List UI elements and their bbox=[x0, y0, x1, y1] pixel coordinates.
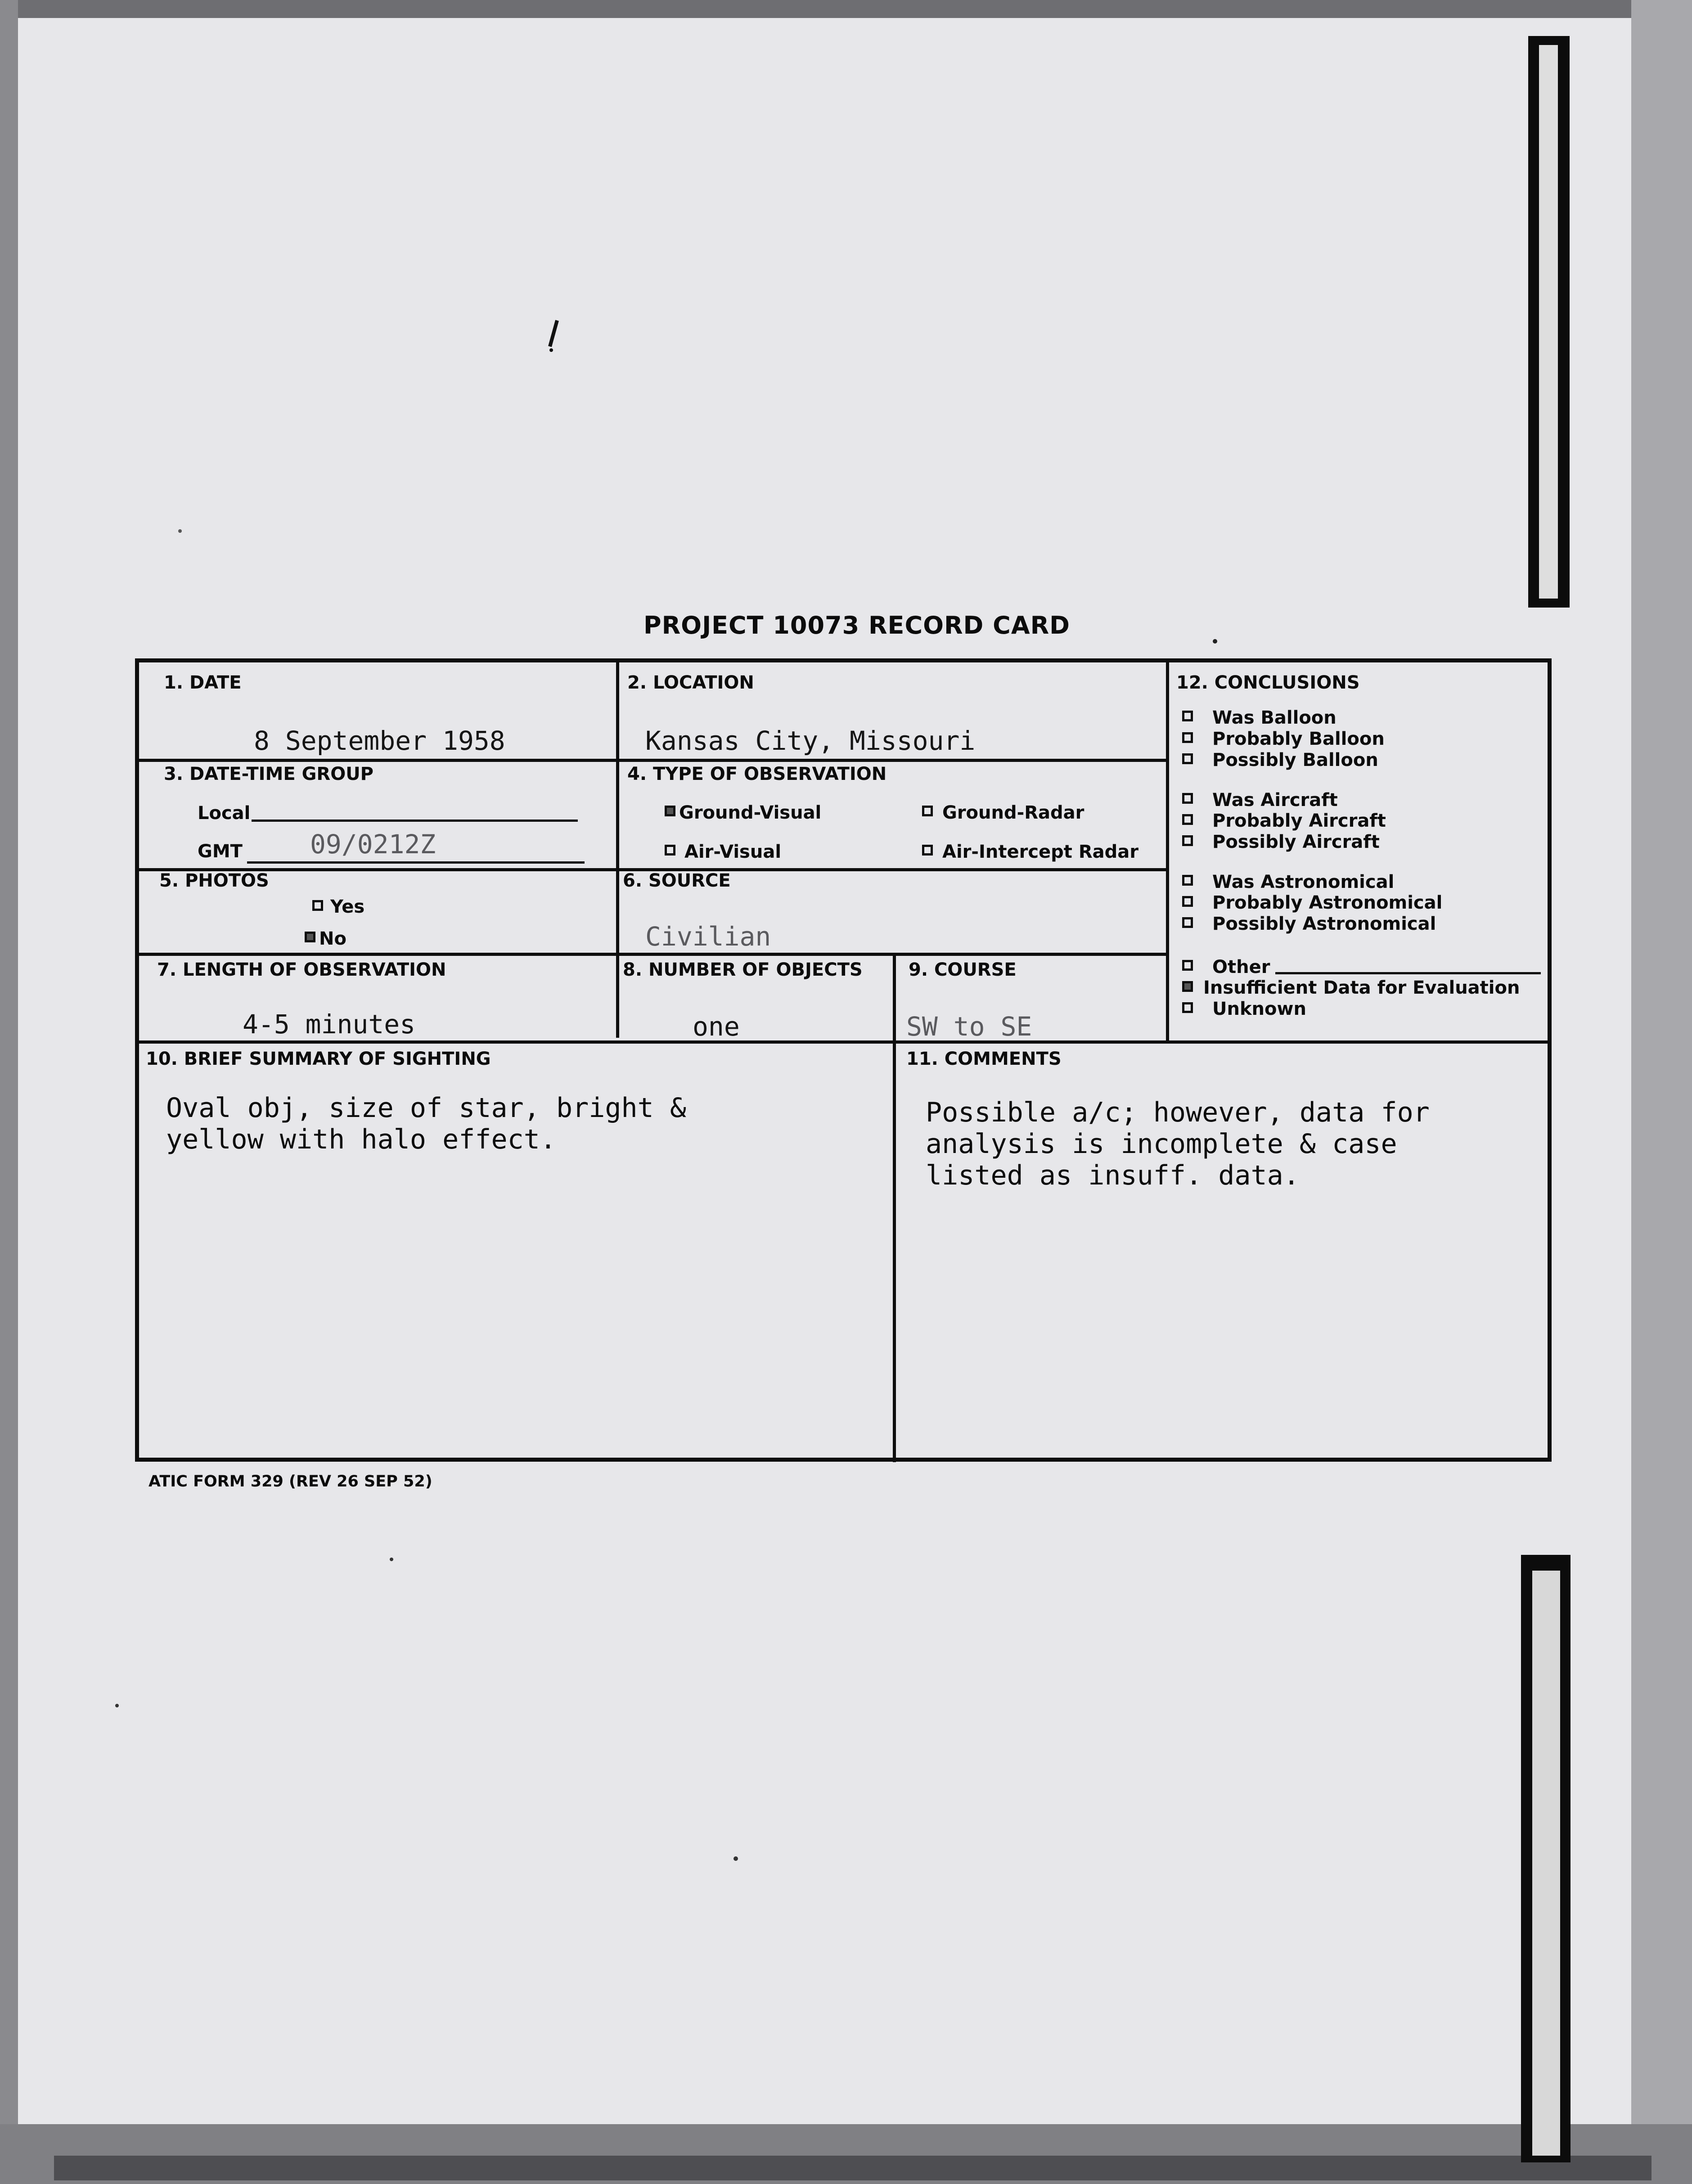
divider-col-2 bbox=[1166, 662, 1169, 1044]
ground-radar-checkbox[interactable] bbox=[922, 806, 933, 816]
divider-row-1 bbox=[139, 759, 1166, 762]
ground-radar-label: Ground-Radar bbox=[942, 802, 1084, 823]
date-time-group-label: 3. DATE-TIME GROUP bbox=[164, 764, 374, 784]
type-of-observation-label: 4. TYPE OF OBSERVATION bbox=[627, 764, 887, 784]
divider-row-3 bbox=[139, 953, 1166, 956]
air-intercept-radar-checkbox[interactable] bbox=[922, 845, 933, 856]
conclusion-checkbox[interactable] bbox=[1182, 896, 1193, 907]
conclusion-label: Other bbox=[1212, 957, 1270, 977]
ground-visual-checkbox[interactable] bbox=[665, 806, 675, 816]
number-of-objects-label: 8. NUMBER OF OBJECTS bbox=[623, 959, 863, 980]
air-visual-label: Air-Visual bbox=[684, 842, 782, 862]
date-label: 1. DATE bbox=[164, 672, 242, 693]
air-intercept-radar-label: Air-Intercept Radar bbox=[942, 842, 1138, 862]
form-number: ATIC FORM 329 (REV 26 SEP 52) bbox=[148, 1473, 432, 1491]
conclusion-checkbox[interactable] bbox=[1182, 917, 1193, 928]
summary-line-2: yellow with halo effect. bbox=[166, 1124, 556, 1155]
number-of-objects-value: one bbox=[693, 1011, 740, 1042]
conclusion-label: Possibly Balloon bbox=[1212, 750, 1378, 770]
conclusion-checkbox[interactable] bbox=[1182, 875, 1193, 886]
date-value: 8 September 1958 bbox=[254, 725, 505, 756]
other-underline bbox=[1275, 972, 1541, 974]
conclusion-checkbox[interactable] bbox=[1182, 981, 1193, 992]
photos-no-checkbox[interactable] bbox=[305, 932, 315, 942]
summary-line-1: Oval obj, size of star, bright & bbox=[166, 1092, 686, 1124]
photos-yes-label: Yes bbox=[330, 896, 365, 917]
comments-line-3: listed as insuff. data. bbox=[926, 1160, 1300, 1191]
conclusion-label: Possibly Astronomical bbox=[1212, 914, 1436, 934]
conclusion-label: Was Balloon bbox=[1212, 707, 1336, 728]
divider-col-4 bbox=[893, 1044, 896, 1462]
comments-line-1: Possible a/c; however, data for bbox=[926, 1097, 1430, 1128]
length-of-observation-label: 7. LENGTH OF OBSERVATION bbox=[157, 959, 446, 980]
conclusion-label: Probably Aircraft bbox=[1212, 811, 1386, 831]
conclusion-checkbox[interactable] bbox=[1182, 814, 1193, 825]
conclusion-checkbox[interactable] bbox=[1182, 753, 1193, 764]
conclusion-label: Was Astronomical bbox=[1212, 872, 1395, 892]
location-value: Kansas City, Missouri bbox=[645, 725, 976, 756]
conclusion-checkbox[interactable] bbox=[1182, 793, 1193, 804]
length-of-observation-value: 4-5 minutes bbox=[243, 1009, 416, 1040]
comments-label: 11. COMMENTS bbox=[906, 1049, 1062, 1069]
conclusion-checkbox[interactable] bbox=[1182, 732, 1193, 743]
conclusion-label: Possibly Aircraft bbox=[1212, 832, 1380, 852]
local-underline bbox=[252, 820, 578, 822]
course-label: 9. COURSE bbox=[909, 959, 1017, 980]
air-visual-checkbox[interactable] bbox=[665, 845, 675, 856]
photos-label: 5. PHOTOS bbox=[159, 870, 269, 891]
course-value: SW to SE bbox=[906, 1011, 1032, 1042]
divider-col-3 bbox=[893, 956, 896, 1040]
photos-yes-checkbox[interactable] bbox=[312, 900, 323, 911]
card-title: PROJECT 10073 RECORD CARD bbox=[644, 611, 1071, 639]
ground-visual-label: Ground-Visual bbox=[679, 802, 822, 823]
source-value: Civilian bbox=[645, 921, 771, 952]
conclusion-label: Probably Astronomical bbox=[1212, 892, 1443, 913]
conclusion-checkbox[interactable] bbox=[1182, 960, 1193, 971]
conclusion-label: Probably Balloon bbox=[1212, 729, 1385, 749]
local-label: Local bbox=[198, 803, 251, 824]
conclusion-checkbox[interactable] bbox=[1182, 1002, 1193, 1013]
comments-line-2: analysis is incomplete & case bbox=[926, 1128, 1397, 1160]
location-label: 2. LOCATION bbox=[627, 672, 754, 693]
photos-no-label: No bbox=[319, 928, 346, 949]
conclusion-label: Unknown bbox=[1212, 999, 1306, 1019]
conclusion-checkbox[interactable] bbox=[1182, 835, 1193, 846]
divider-col-1 bbox=[616, 662, 619, 1038]
gmt-label: GMT bbox=[198, 841, 243, 862]
conclusion-label: Insufficient Data for Evaluation bbox=[1203, 977, 1520, 998]
source-label: 6. SOURCE bbox=[623, 870, 731, 891]
conclusions-label: 12. CONCLUSIONS bbox=[1176, 672, 1360, 693]
conclusion-checkbox[interactable] bbox=[1182, 711, 1193, 721]
gmt-value: 09/0212Z bbox=[310, 829, 436, 860]
record-card bbox=[135, 658, 1552, 1462]
gmt-underline bbox=[247, 861, 585, 864]
conclusion-label: Was Aircraft bbox=[1212, 790, 1338, 811]
summary-label: 10. BRIEF SUMMARY OF SIGHTING bbox=[146, 1049, 491, 1069]
divider-row-4 bbox=[139, 1040, 1548, 1044]
